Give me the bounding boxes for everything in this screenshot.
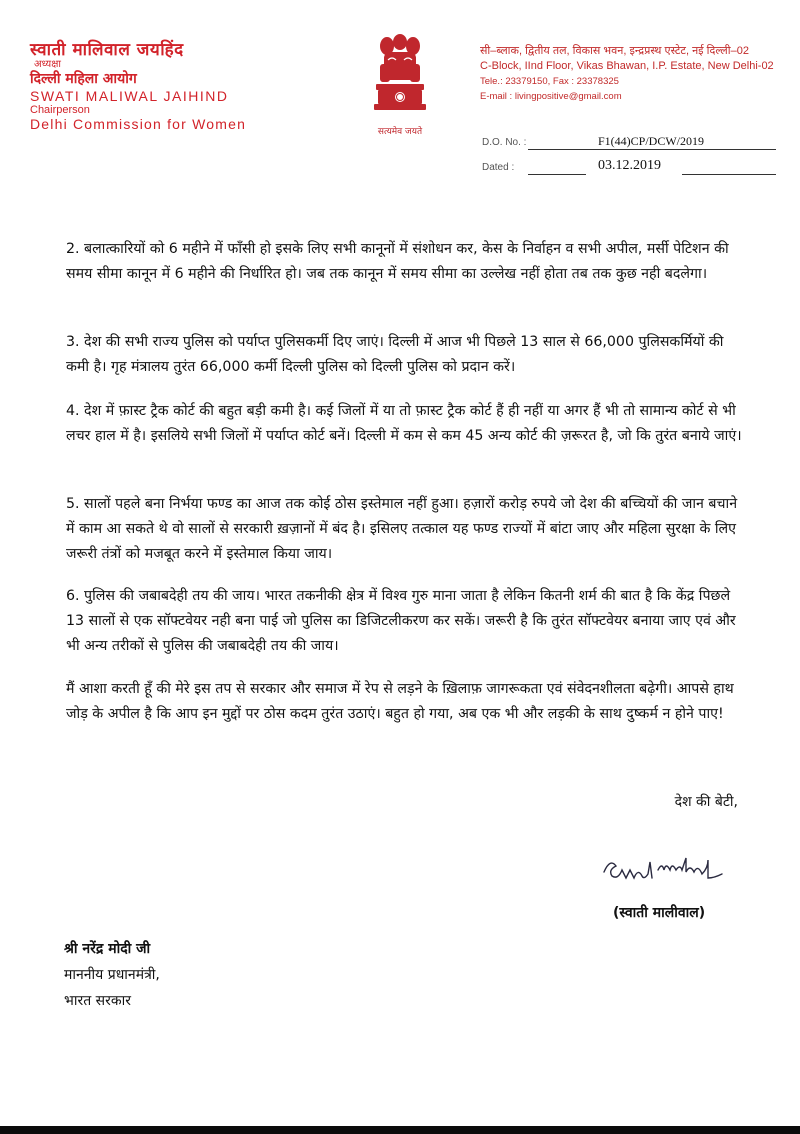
email: E-mail : livingpositive@gmail.com bbox=[480, 91, 622, 102]
address-hindi: सी–ब्लाक, द्वितीय तल, विकास भवन, इन्द्रप्रस्थ एस्टेट, नई दिल्ली–02 bbox=[480, 45, 749, 57]
recipient-office: भारत सरकार bbox=[64, 993, 131, 1009]
english-name: SWATI MALIWAL JAIHIND bbox=[30, 88, 229, 104]
do-number-label: D.O. No. : bbox=[482, 137, 527, 148]
paragraph-6: 6. पुलिस की जबाबदेही तय की जाय। भारत तकनीकी क्षेत्र में विश्व गुरु माना जाता है लेकिन कितनी शर्म की बात है कि केंद्र पिछले 13 सालों से एक सॉफ्टवेयर नही बना पाई जो पुलिस का डिजिटलीकरण कर सकें। जरूरी है कि तुरंत सॉफ्टवेयर बनाया जाए एवं और भी अन्य तरीकों से पुलिस की जबाबदेही तय की जाय। bbox=[66, 588, 736, 654]
paragraph-5: 5. सालों पहले बना निर्भया फण्ड का आज तक कोई ठोस इस्तेमाल नहीं हुआ। हज़ारों करोड़ रुपये जो देश की बच्चियों की जान बचाने में काम आ सकते थे वो सालों से सरकारी ख़ज़ानों में बंद है। इसिलए तत्काल यह फण्ड राज्यों में बांटा जाए और महिला सुरक्षा के लिए जरूरी तंत्रों को मजबूत करने में इस्तेमाल किया जाय। bbox=[66, 496, 738, 562]
recipient-block bbox=[64, 936, 160, 1014]
letterhead-left bbox=[30, 40, 246, 132]
signature-image bbox=[598, 848, 728, 888]
bottom-edge bbox=[0, 1126, 800, 1134]
hindi-title: अध्यक्षा bbox=[34, 59, 61, 70]
emblem-motto: सत्यमेव जयते bbox=[377, 127, 423, 137]
hindi-name: स्वाती मालिवाल जयहिंद bbox=[30, 40, 184, 60]
dated-value: 03.12.2019 bbox=[598, 158, 661, 173]
phone-fax: Tele.: 23379150, Fax : 23378325 bbox=[480, 76, 619, 87]
paragraph-closing: मैं आशा करती हूँ की मेरे इस तप से सरकार और समाज में रेप से लड़ने के ख़िलाफ़ जागरूकता एवं संवेदनशीलता बढ़ेगी। आपसे हाथ जोड़ के अपील है कि आप इन मुद्दों पर ठोस कदम तुरंत उठाएं। बहुत हो गया, अब एक भी और लड़की के साथ दुष्कर्म न होने पाए! bbox=[66, 681, 734, 722]
address-english: C-Block, IInd Floor, Vikas Bhawan, I.P. Estate, New Delhi-02 bbox=[480, 60, 774, 72]
english-title: Chairperson bbox=[30, 104, 90, 116]
dated-label: Dated : bbox=[482, 162, 515, 173]
lion-capital-icon bbox=[370, 30, 430, 122]
valediction: देश की बेटी, bbox=[674, 794, 738, 810]
recipient-name: श्री नरेंद्र मोदी जी bbox=[64, 941, 151, 957]
hindi-org: दिल्ली महिला आयोग bbox=[30, 71, 137, 87]
paragraph-2: 2. बलात्कारियों को 6 महीने में फाँसी हो इसके लिए सभी कानूनों में संशोधन कर, केस के निर्वाहन व सभी अपील, मर्सी पेटिशन की समय सीमा कानून में 6 महीने की निर्धारित हो। जब तक कानून में समय सीमा का उल्लेख नहीं होता तब तक कुछ नही बदलेगा। bbox=[66, 241, 729, 282]
letterhead-right bbox=[480, 44, 774, 104]
do-number-value: F1(44)CP/DCW/2019 bbox=[598, 134, 705, 148]
dated-row bbox=[482, 158, 661, 173]
signatory-name: (स्वाती मालीवाल) bbox=[613, 905, 706, 921]
do-number-row bbox=[482, 134, 705, 148]
english-org: Delhi Commission for Women bbox=[30, 116, 247, 132]
state-emblem bbox=[360, 30, 440, 137]
signature bbox=[598, 848, 728, 892]
recipient-designation: माननीय प्रधानमंत्री, bbox=[64, 967, 160, 983]
paragraph-4: 4. देश में फ़ास्ट ट्रैक कोर्ट की बहुत बड़ी कमी है। कई जिलों में या तो फ़ास्ट ट्रैक कोर्ट हैं ही नहीं या अगर हैं भी तो सामान्य कोर्ट से भी लचर हाल में है। इसलिये सभी जिलों में पर्याप्त कोर्ट बनें। दिल्ली में कम से कम 45 अन्य कोर्ट की ज़रूरत है, जो कि तुरंत बनाये जाएं। bbox=[66, 403, 742, 444]
paragraph-3: 3. देश की सभी राज्य पुलिस को पर्याप्त पुलिसकर्मी दिए जाएं। दिल्ली में आज भी पिछले 13 साल से 66,000 पुलिसकर्मियों की कमी है। गृह मंत्रालय तुरंत 66,000 कर्मी दिल्ली पुलिस को दिल्ली पुलिस को प्रदान करें। bbox=[66, 334, 724, 375]
